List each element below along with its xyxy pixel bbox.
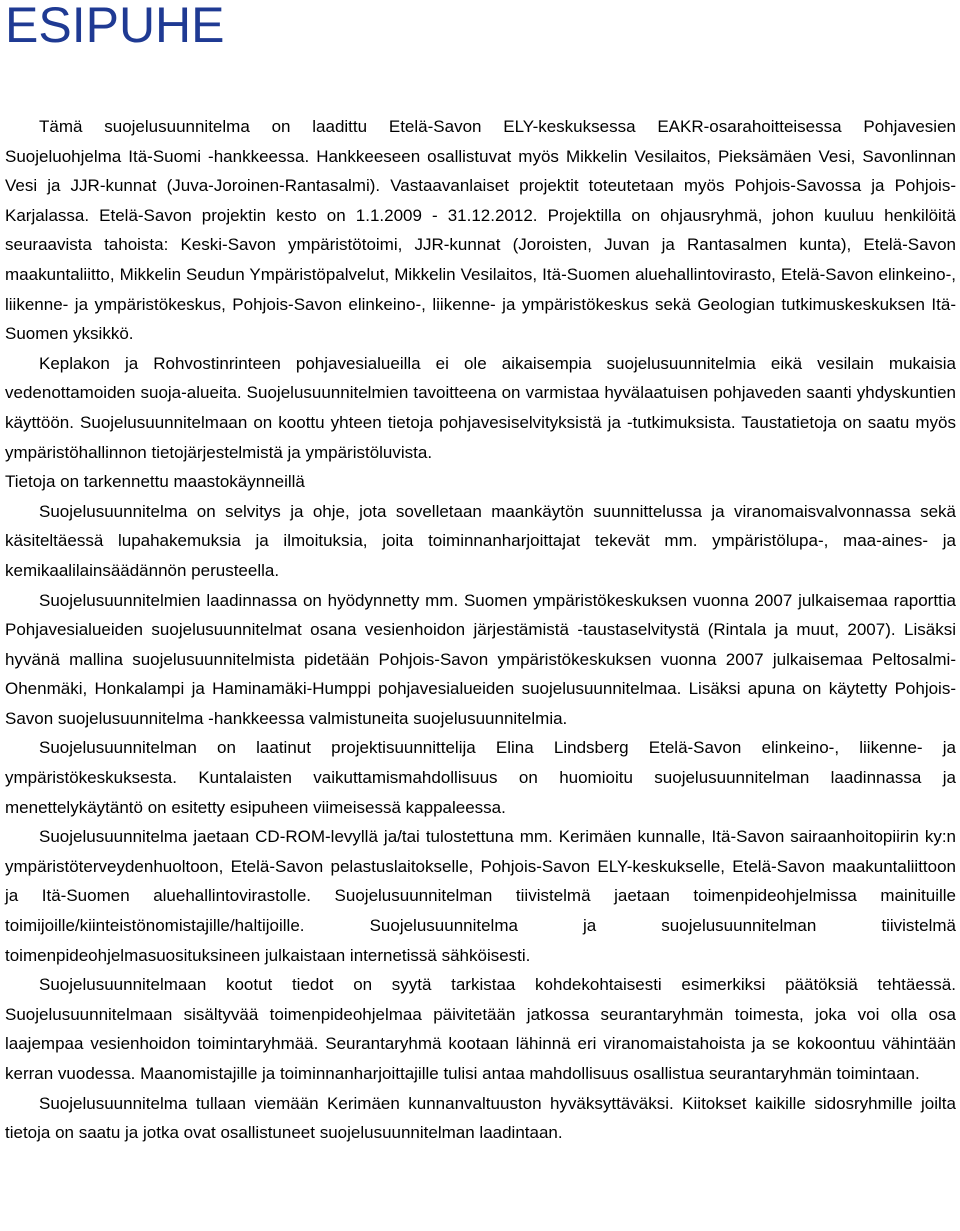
- document-body: [5, 112, 956, 1148]
- paragraph-field-visits: Tietoja on tarkennettu maastokäynneillä: [5, 472, 305, 492]
- paragraph-intro: Tämä suojelusuunnitelma on laadittu Etelä-Savon ELY-keskuksessa EAKR-osarahoitteisessa Pohjavesien Suojeluohjelma Itä-Suomi -hankkeessa. Hankkeeseen osallistuvat myös Mikkelin Vesilaitos, Pieksämäen Vesi, Savonlinnan Vesi ja JJR-kunnat (Juva-Joroinen-Rantasalmi). Vastaavanlaiset projektit toteutetaan myös Pohjois-Savossa ja Pohjois-Karjalassa. Etelä-Savon projektin kesto on 1.1.2009 - 31.12.2012. Projektilla on ohjausryhmä, johon kuuluu henkilöitä seuraavista tahoista: Keski-Savon ympäristötoimi, JJR-kunnat (Joroisten, Juvan ja Rantasalmen kunta), Etelä-Savon maakuntaliitto, Mikkelin Seudun Ympäristöpalvelut, Mikkelin Vesilaitos, Itä-Suomen aluehallintovirasto, Etelä-Savon elinkeino-, liikenne- ja ympäristökeskus, Pohjois-Savon elinkeino-, liikenne- ja ympäristökeskus sekä Geologian tutkimuskeskuksen Itä-Suomen yksikkö.: [5, 117, 956, 344]
- paragraph-sources: Suojelusuunnitelmien laadinnassa on hyödynnetty mm. Suomen ympäristökeskuksen vuonna 2007 julkaisemaa raporttia Pohjavesialueiden suojelusuunnitelmat osana vesienhoidon järjestämistä -taustaselvitystä (Rintala ja muut, 2007). Lisäksi hyvänä mallina suojelusuunnitelmista pidetään Pohjois-Savon ympäristökeskuksen vuonna 2007 julkaisemaa Peltosalmi-Ohenmäki, Honkalampi ja Haminamäki-Humppi pohjavesialueiden suojelusuunnitelmaa. Lisäksi apuna on käytetty Pohjois-Savon suojelusuunnitelma -hankkeessa valmistuneita suojelusuunnitelmia.: [5, 590, 956, 728]
- paragraph-purpose: Suojelusuunnitelma on selvitys ja ohje, jota sovelletaan maankäytön suunnittelussa ja viranomaisvalvonnassa sekä käsiteltäessä lupahakemuksia ja ilmoituksia, joita toiminnanharjoittajat tekevät mm. ympäristölupa-, maa-aines- ja kemikaalilainsäädännön perusteella.: [5, 501, 956, 580]
- paragraph-approval: Suojelusuunnitelma tullaan viemään Kerimäen kunnanvaltuuston hyväksyttäväksi. Kiitokset kaikille sidosryhmille joilta tietoja on saatu ja jotka ovat osallistuneet suojelusuunnitelman laadintaan.: [5, 1093, 956, 1143]
- paragraph-background: Keplakon ja Rohvostinrinteen pohjavesialueilla ei ole aikaisempia suojelusuunnitelmia eikä vesilain mukaisia vedenottamoiden suoja-alueita. Suojelusuunnitelmien tavoitteena on varmistaa hyvälaatuisen pohjaveden saanti yhdyskuntien käyttöön. Suojelusuunnitelmaan on koottu yhteen tietoja pohjavesiselvityksistä ja -tutkimuksista. Taustatietoja on saatu myös ympäristöhallinnon tietojärjestelmistä ja ympäristöluvista.: [5, 353, 956, 462]
- paragraph-author: Suojelusuunnitelman on laatinut projektisuunnittelija Elina Lindsberg Etelä-Savon elinkeino-, liikenne- ja ympäristökeskuksesta. Kuntalaisten vaikuttamismahdollisuus on huomioitu suojelusuunnitelman laadinnassa ja menettelykäytäntö on esitetty esipuheen viimeisessä kappaleessa.: [5, 738, 956, 817]
- paragraph-distribution: Suojelusuunnitelma jaetaan CD-ROM-levyllä ja/tai tulostettuna mm. Kerimäen kunnalle, Itä-Savon sairaanhoitopiirin ky:n ympäristöterveydenhuoltoon, Etelä-Savon pelastuslaitokselle, Pohjois-Savon ELY-keskukselle, Etelä-Savon maakuntaliittoon ja Itä-Suomen aluehallintovirastolle. Suojelusuunnitelman tiivistelmä jaetaan toimenpideohjelmissa mainituille toimijoille/kiinteistönomistajille/haltijoille. Suojelusuunnitelma ja suojelusuunnitelman tiivistelmä toimenpideohjelmasuosituksineen julkaistaan internetissä sähköisesti.: [5, 827, 956, 965]
- page-title: ESIPUHE: [5, 0, 225, 53]
- paragraph-follow-up: Suojelusuunnitelmaan kootut tiedot on syytä tarkistaa kohdekohtaisesti esimerkiksi päätöksiä tehtäessä. Suojelusuunnitelmaan sisältyvää toimenpideohjelmaa päivitetään jatkossa seurantaryhmän toimesta, joka voi olla osa laajempaa vesienhoidon toimintaryhmää. Seurantaryhmä kootaan lähinnä eri viranomaistahoista ja se kokoontuu vähintään kerran vuodessa. Maanomistajille ja toiminnanharjoittajille tulisi antaa mahdollisuus osallistua seurantaryhmän toimintaan.: [5, 975, 956, 1083]
